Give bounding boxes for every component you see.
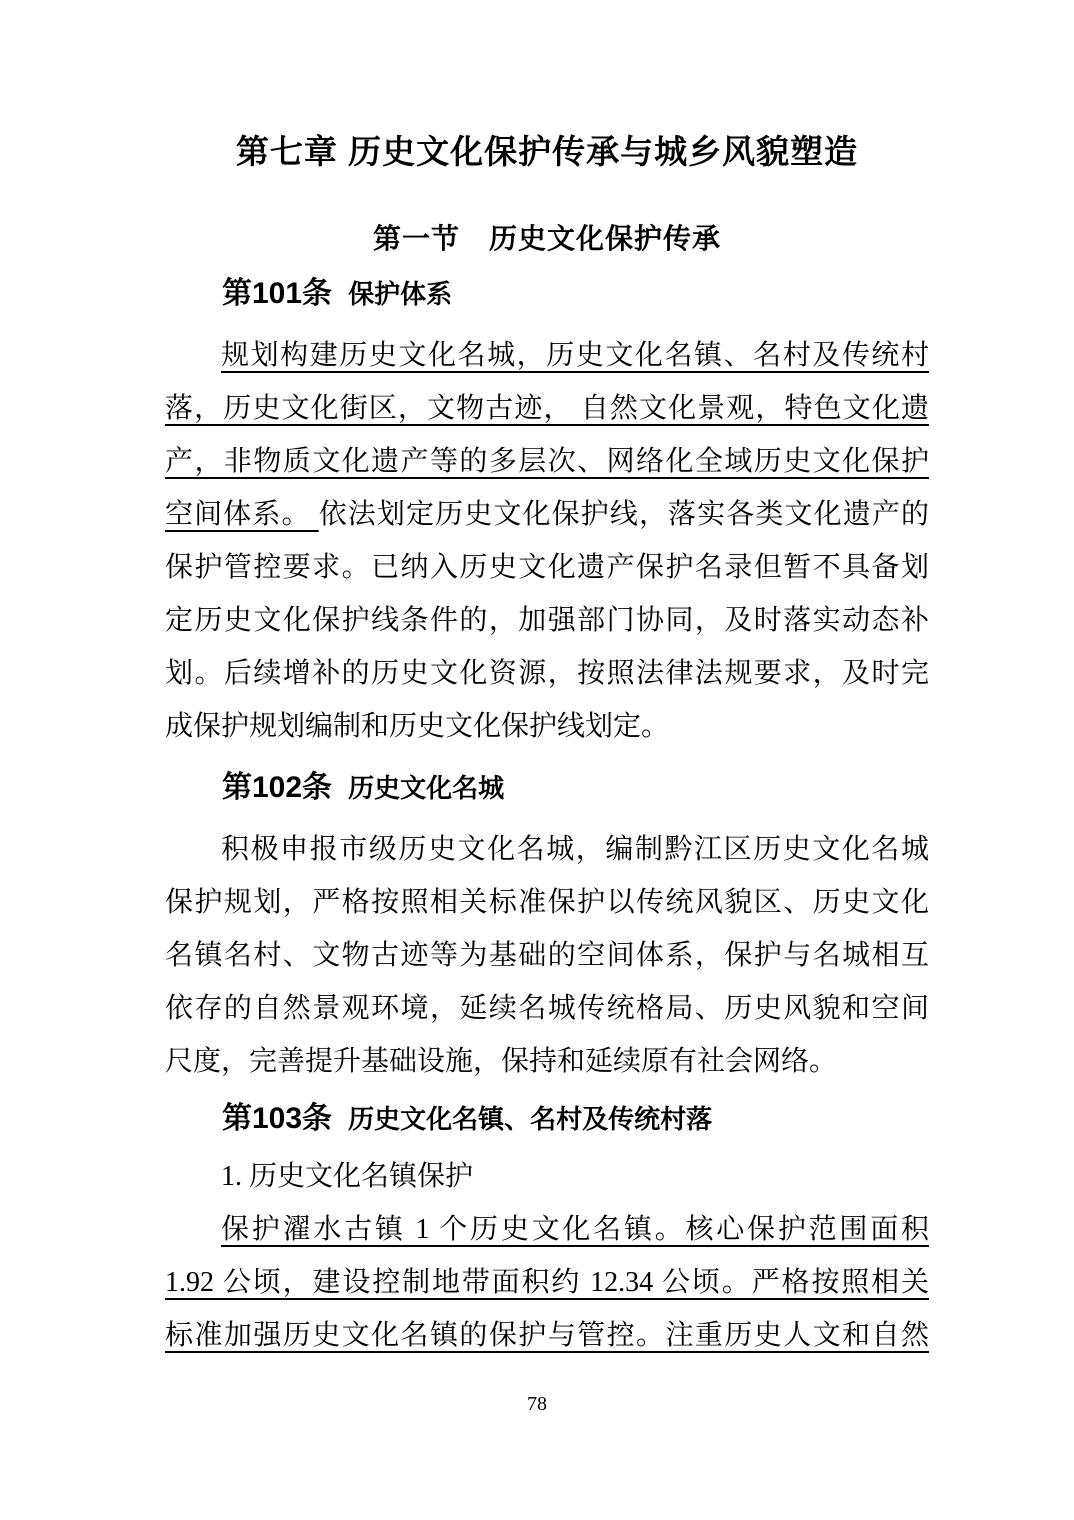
text-segment: 定历史文化保护线条件的，加强部门协同，及时落实动态补 bbox=[165, 605, 929, 636]
text-line bbox=[165, 329, 929, 382]
article-heading bbox=[165, 267, 929, 325]
text-line bbox=[165, 647, 929, 700]
text-segment: 产，非物质文化遗产等的多层次、网络化全域历史文化保护 bbox=[165, 446, 929, 477]
article-title: 历史文化名城 bbox=[348, 774, 505, 803]
text-line bbox=[165, 876, 929, 929]
text-line bbox=[165, 982, 929, 1035]
text-line bbox=[165, 435, 929, 488]
text-segment: 标准加强历史文化名镇的保护与管控。注重历史人文和自然 bbox=[165, 1320, 929, 1351]
article-title: 保护体系 bbox=[348, 280, 453, 309]
text-column bbox=[165, 0, 929, 1362]
text-line bbox=[165, 594, 929, 647]
text-line bbox=[165, 541, 929, 594]
text-segment: 划。后续增补的历史文化资源，按照法律法规要求，及时完 bbox=[165, 658, 929, 689]
article bbox=[165, 1092, 929, 1362]
text-segment: 依存的自然景观环境，延续名城传统格局、历史风貌和空间 bbox=[165, 993, 929, 1024]
article bbox=[165, 761, 929, 1088]
article-heading bbox=[165, 1092, 929, 1150]
text-line bbox=[165, 1309, 929, 1362]
text-segment: 1. 历史文化名镇保护 bbox=[221, 1161, 474, 1192]
page-number: 78 bbox=[527, 1393, 547, 1415]
text-segment: 保护管控要求。已纳入历史文化遗产保护名录但暂不具备划 bbox=[165, 552, 929, 583]
text-line bbox=[165, 1150, 929, 1203]
text-line bbox=[165, 929, 929, 982]
article-title: 历史文化名镇、名村及传统村落 bbox=[348, 1105, 713, 1134]
article-number: 第103条 bbox=[222, 1102, 333, 1135]
text-segment: 空间体系。 bbox=[165, 499, 319, 530]
chapter-title: 第七章 历史文化保护传承与城乡风貌塑造 bbox=[235, 133, 859, 170]
articles-container bbox=[165, 267, 929, 1362]
text-segment: 1.92 公顷，建设控制地带面积约 12.34 公顷。严格按照相关 bbox=[165, 1267, 929, 1298]
article-heading bbox=[165, 761, 929, 819]
text-segment: 积极申报市级历史文化名城，编制黔江区历史文化名城 bbox=[221, 834, 929, 865]
article-number: 第102条 bbox=[222, 771, 333, 804]
text-segment: 尺度，完善提升基础设施，保持和延续原有社会网络。 bbox=[165, 1046, 838, 1077]
text-line bbox=[165, 488, 929, 541]
text-line bbox=[165, 823, 929, 876]
text-line bbox=[165, 382, 929, 435]
text-segment: 保护规划，严格按照相关标准保护以传统风貌区、历史文化 bbox=[165, 887, 929, 918]
text-segment: 落，历史文化街区，文物古迹， 自然文化景观，特色文化遗 bbox=[165, 393, 929, 424]
article-number: 第101条 bbox=[222, 277, 333, 310]
text-segment: 名镇名村、文物古迹等为基础的空间体系，保护与名城相互 bbox=[165, 940, 929, 971]
text-line bbox=[165, 1256, 929, 1309]
text-line bbox=[165, 1203, 929, 1256]
section-title: 第一节 历史文化保护传承 bbox=[372, 223, 721, 254]
text-segment: 规划构建历史文化名城，历史文化名镇、名村及传统村 bbox=[221, 340, 929, 371]
text-segment: 成保护规划编制和历史文化保护线划定。 bbox=[165, 711, 670, 742]
text-line bbox=[165, 1035, 929, 1088]
article bbox=[165, 267, 929, 753]
text-segment: 依法划定历史文化保护线，落实各类文化遗产的 bbox=[318, 499, 929, 530]
text-line bbox=[165, 700, 929, 753]
text-segment: 保护濯水古镇 1 个历史文化名镇。核心保护范围面积 bbox=[221, 1214, 929, 1245]
